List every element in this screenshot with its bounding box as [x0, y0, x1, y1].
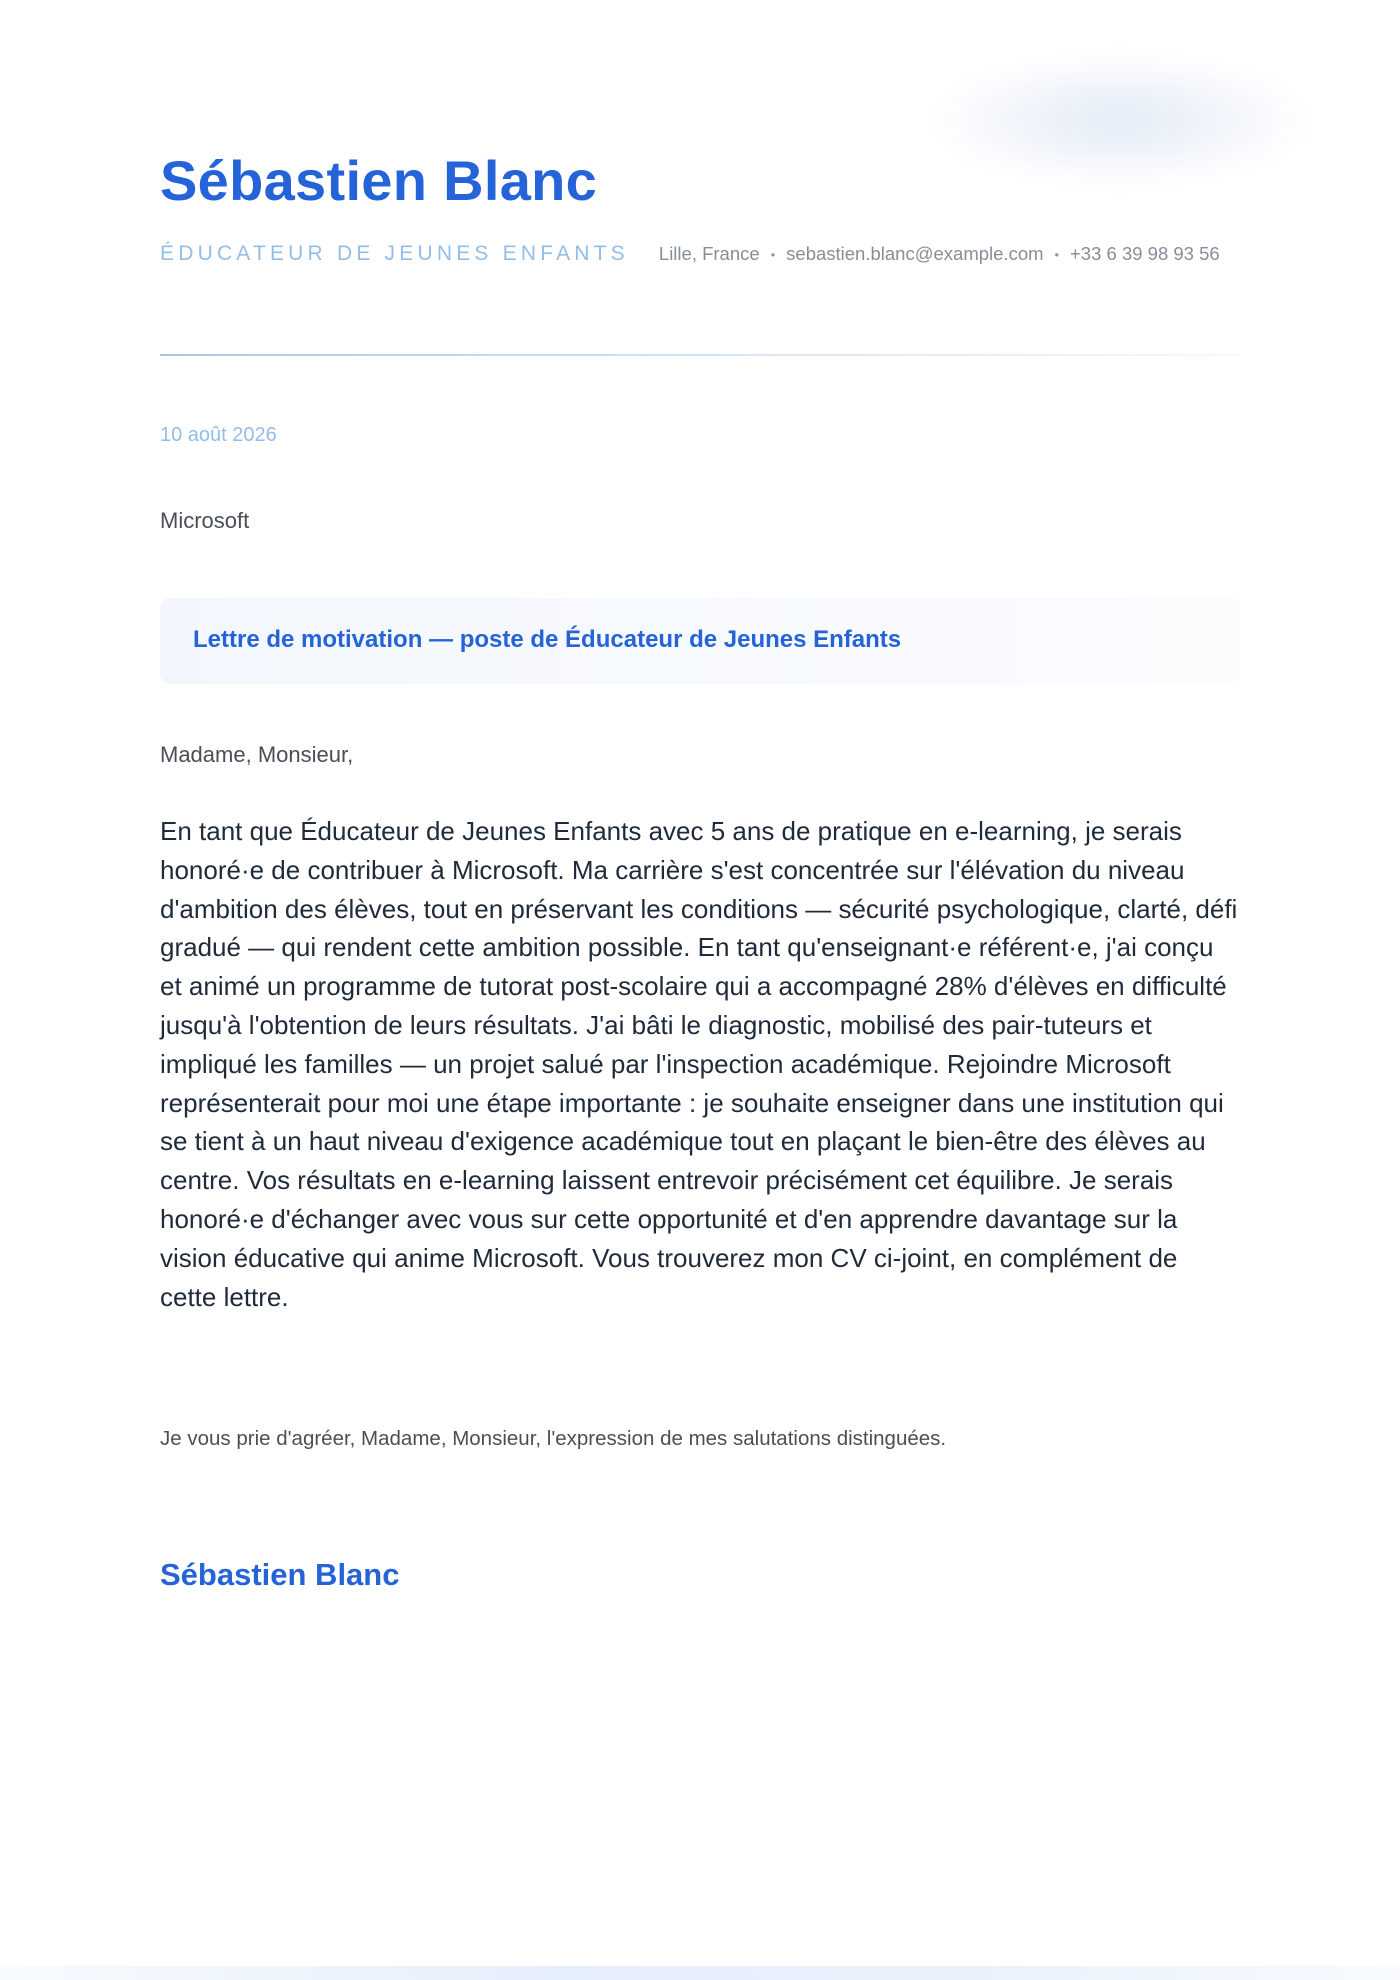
letter-signature: Sébastien Blanc: [160, 1557, 400, 1592]
header-name: Sébastien Blanc: [160, 149, 598, 212]
subject-box: [160, 598, 1240, 684]
contact-location: Lille, France: [658, 243, 760, 264]
decorative-bottom-glow: [0, 1966, 1400, 1980]
header-divider: [160, 354, 1240, 356]
contact-info: [659, 243, 1220, 265]
letter-salutation: Madame, Monsieur,: [160, 742, 354, 767]
letter-subject: Lettre de motivation — poste de Éducateur de Jeunes Enfants: [193, 626, 902, 653]
letter-closing: Je vous prie d'agréer, Madame, Monsieur, l'expression de mes salutations distinguées.: [160, 1427, 947, 1450]
contact-separator: •: [1054, 248, 1059, 263]
header-subline: [160, 242, 1240, 266]
letter-body: En tant que Éducateur de Jeunes Enfants avec 5 ans de pratique en e-learning, je serais honoré·e de contribuer à Microsoft. Ma carrière s'est concentrée sur l'élévation du niveau d'ambition des élèves, tout en préservant les conditions — sécurité psychologique, clarté, défi gradué — qui rendent cette ambition possible. En tant qu'enseignant·e référent·e, j'ai conçu et animé un programme de tutorat post-scolaire qui a accompagné 28% d'élèves en difficulté jusqu'à l'obtention de leurs résultats. J'ai bâti le diagnostic, mobilisé des pair-tuteurs et impliqué les familles — un projet salué par l'inspection académique. Rejoindre Microsoft représenterait pour moi une étape importante : je souhaite enseigner dans une institution qui se tient à un haut niveau d'exigence académique tout en plaçant le bien-être des élèves au centre. Vos résultats en e-learning laissent entrevoir précisément cet équilibre. Je serais honoré·e d'échanger avec vous sur cette opportunité et d'en apprendre davantage sur la vision éducative qui anime Microsoft. Vous trouverez mon CV ci-joint, en complément de cette lettre.: [160, 816, 1238, 1312]
contact-email: sebastien.blanc@example.com: [786, 243, 1044, 264]
decorative-blob: [930, 55, 1310, 185]
contact-phone: +33 6 39 98 93 56: [1070, 243, 1220, 264]
contact-separator: •: [770, 248, 776, 263]
header-role: ÉDUCATEUR DE JEUNES ENFANTS: [160, 242, 629, 265]
letter-recipient: Microsoft: [160, 508, 250, 533]
letter-date: 10 août 2026: [160, 424, 277, 446]
